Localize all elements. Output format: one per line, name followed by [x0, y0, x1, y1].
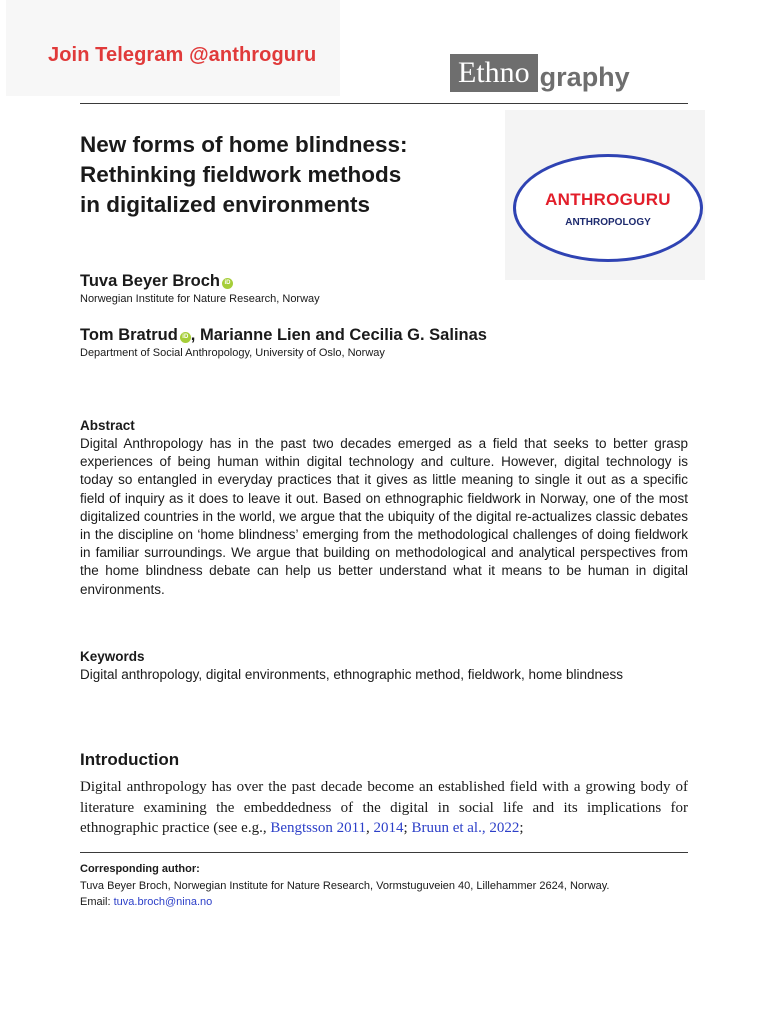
watermark-ellipse: [513, 154, 703, 262]
intro-separator: ,: [366, 820, 374, 836]
abstract-body: Digital Anthropology has in the past two decades emerged as a field that seeks to better grasp experiences of being human within digital technology and culture. However, digital technology is today so entangled in everyday practices that it gives as little meaning to single it out as a specific field of inquiry as it does to leave it out. Based on ethnographic fieldwork in Norway, one of the most digitalized countries in the world, we argue that the ubiquity of the digital re-actualizes classic debates in the discipline on ‘home blindness’ emerging from the methodological challenges of doing fieldwork in familiar surroundings. We argue that building on methodological and analytical perspectives from the home blindness debate can help us better understand what it means to be human in digital environments.: [80, 436, 688, 597]
keywords-body: Digital anthropology, digital environments, ethnographic method, fieldwork, home blindness: [80, 667, 624, 682]
citation-link[interactable]: Bruun et al., 2022: [411, 820, 520, 836]
corresponding-author-details: [80, 879, 680, 910]
journal-logo: [450, 54, 630, 92]
watermark-logo-name-text: ANTHROGURU: [545, 190, 671, 209]
introduction-heading: Introduction: [80, 750, 180, 769]
corresponding-author-label: Corresponding author:: [80, 863, 200, 875]
article-title: [80, 130, 500, 220]
telegram-watermark: [6, 0, 340, 96]
header-rule: [80, 103, 688, 104]
title-line-1: New forms of home blindness:: [80, 132, 408, 157]
watermark-logo-name: [516, 190, 700, 210]
abstract-heading: Abstract: [80, 418, 135, 433]
journal-logo-box: Ethno: [450, 54, 538, 92]
author-affiliation-1: Norwegian Institute for Nature Research, Norway: [80, 293, 320, 305]
telegram-watermark-text: Join Telegram @anthroguru: [48, 44, 317, 66]
author-line-1: [80, 272, 233, 291]
introduction-body: [80, 777, 688, 839]
citation-link[interactable]: 2014: [373, 820, 404, 836]
intro-tail: ;: [519, 820, 524, 836]
title-line-2: Rethinking fieldwork methods: [80, 162, 402, 187]
author-names-rest: , Marianne Lien and Cecilia G. Salinas: [190, 326, 487, 344]
watermark-logo-subtitle: ANTHROPOLOGY: [565, 217, 651, 228]
corresponding-address: Tuva Beyer Broch, Norwegian Institute for Nature Research, Vormstuguveien 40, Lillehammer 2624, Norway.: [80, 880, 610, 892]
intro-text: Digital anthropology has over the past decade become an established field with a growing body of literature examining the embeddedness of the digital in social life and its implications for ethnographic practice (see e.g.,: [80, 779, 688, 836]
intro-separator: ;: [403, 820, 412, 836]
email-label: Email:: [80, 895, 114, 908]
citation-link[interactable]: Bengtsson 2011: [270, 820, 367, 836]
anthroguru-watermark-logo: [505, 110, 705, 280]
author-affiliation-2: Department of Social Anthropology, University of Oslo, Norway: [80, 347, 385, 359]
orcid-icon[interactable]: iD: [180, 332, 191, 343]
author-name-1: Tuva Beyer Broch: [80, 272, 220, 290]
footnote-rule: [80, 852, 688, 853]
journal-logo-rest: graphy: [539, 62, 630, 92]
orcid-icon[interactable]: iD: [222, 278, 233, 289]
keywords-heading: Keywords: [80, 649, 145, 664]
author-line-2: [80, 326, 487, 345]
title-line-3: in digitalized environments: [80, 192, 371, 217]
author-name-2: Tom Bratrud: [80, 326, 178, 344]
email-link[interactable]: tuva.broch@nina.no: [113, 895, 213, 908]
